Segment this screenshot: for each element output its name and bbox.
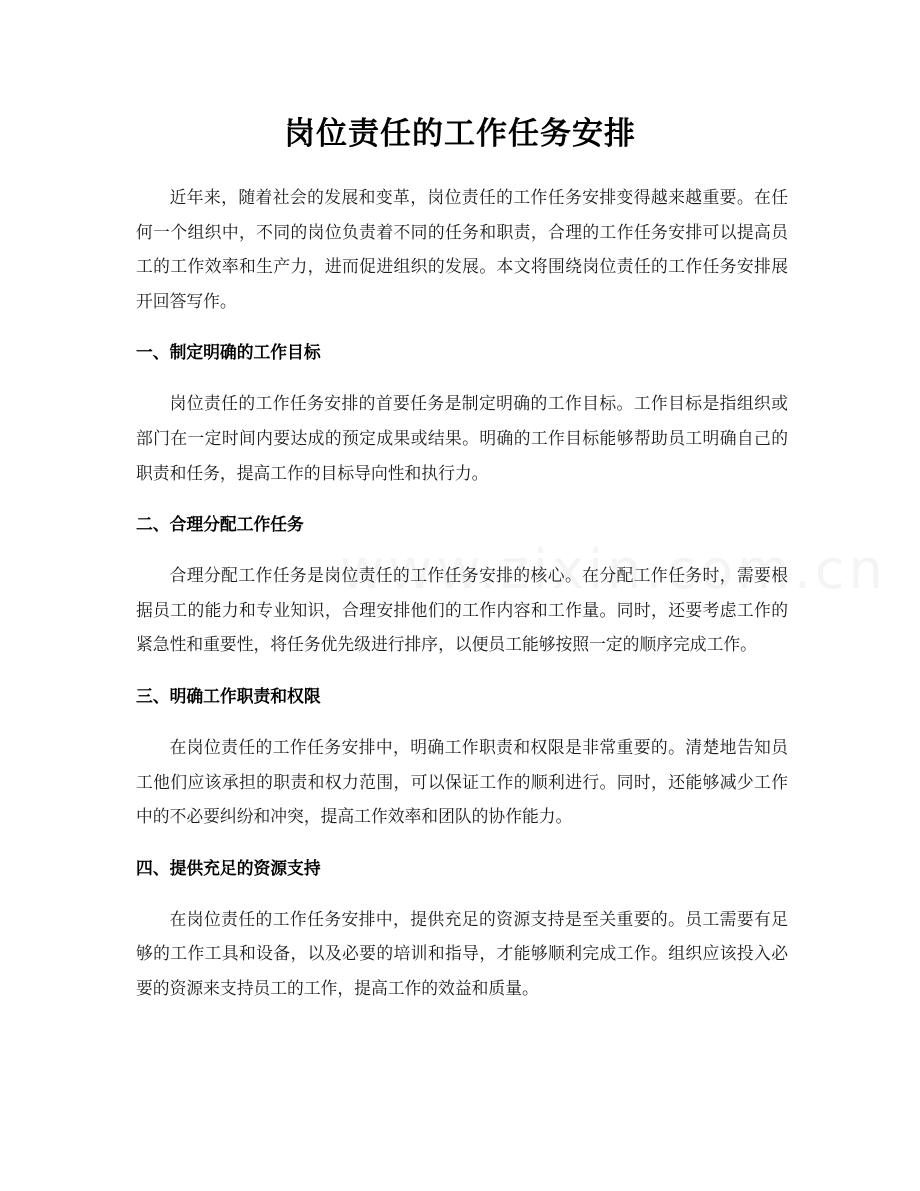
document-title: 岗位责任的工作任务安排	[284, 116, 636, 152]
section-heading-4: 四、提供充足的资源支持	[136, 857, 321, 878]
section-paragraph-1: 岗位责任的工作任务安排的首要任务是制定明确的工作目标。工作目标是指组织或部门在一定时间内要达成的预定成果或结果。明确的工作目标能够帮助员工明确自己的职责和任务，提高工作的目标导向性和执行力。	[136, 393, 788, 483]
section-paragraph-3: 在岗位责任的工作任务安排中，明确工作职责和权限是非常重要的。清楚地告知员工他们应该承担的职责和权力范围，可以保证工作的顺利进行。同时，还能够减少工作中的不必要纠纷和冲突，提高工作效率和团队的协作能力。	[136, 736, 788, 827]
section-heading-2: 二、合理分配工作任务	[136, 514, 304, 535]
section-heading-3: 三、明确工作职责和权限	[136, 685, 321, 706]
section-heading-1: 一、制定明确的工作目标	[136, 342, 321, 363]
document-body	[136, 180, 788, 1006]
section-paragraph-4: 在岗位责任的工作任务安排中，提供充足的资源支持是至关重要的。员工需要有足够的工作工具和设备，以及必要的培训和指导，才能够顺利完成工作。组织应该投入必要的资源来支持员工的工作，提高工作的效益和质量。	[136, 908, 788, 998]
intro-paragraph: 近年来，随着社会的发展和变革，岗位责任的工作任务安排变得越来越重要。在任何一个组织中，不同的岗位负责着不同的任务和职责，合理的工作任务安排可以提高员工的工作效率和生产力，进而促进组织的发展。本文将围绕岗位责任的工作任务安排展开回答写作。	[136, 187, 788, 311]
section-paragraph-2: 合理分配工作任务是岗位责任的工作任务安排的核心。在分配工作任务时，需要根据员工的能力和专业知识，合理安排他们的工作内容和工作量。同时，还要考虑工作的紧急性和重要性，将任务优先级进行排序，以便员工能够按照一定的顺序完成工作。	[136, 565, 788, 655]
